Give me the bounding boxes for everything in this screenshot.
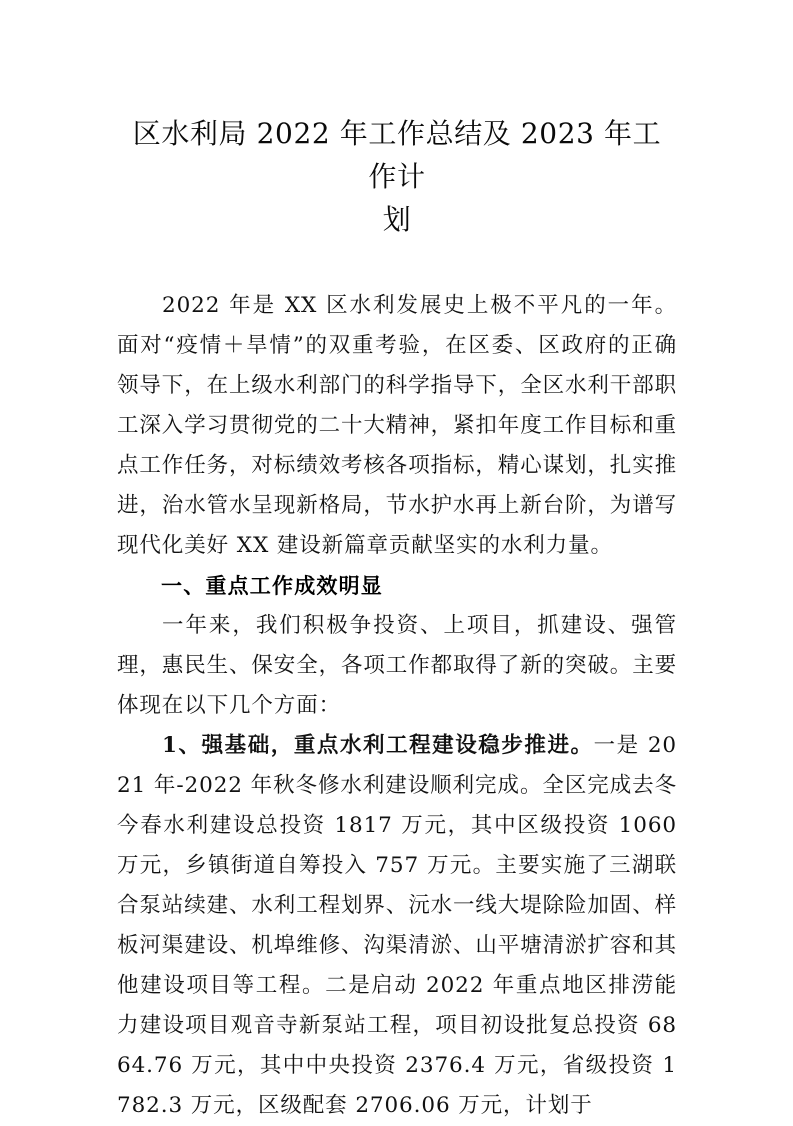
item-1-lead-bold: 1、强基础，重点水利工程建设稳步推进。 (162, 733, 594, 758)
section-heading-1: 一、重点工作成效明显 (161, 574, 383, 598)
paragraph-item-1 (117, 726, 677, 1126)
document-title (117, 112, 677, 241)
paragraph-intro: 2022 年是 XX 区水利发展史上极不平凡的一年。面对“疫情＋旱情”的双重考验，在区委、区政府的正确领导下，在上级水利部门的科学指导下，全区水利干部职工深入学习贯彻党的二十大精神，紧扣年度工作目标和重点工作任务，对标绩效考核各项指标，精心谋划，扎实推进，治水管水呈现新格局，节水护水再上新台阶，为谱写现代化美好 XX 建设新篇章贡献坚实的水利力量。 (117, 293, 678, 558)
paragraph-section1-intro: 一年来，我们积极争投资、上项目，抓建设、强管理，惠民生、保安全，各项工作都取得了新的突破。主要体现在以下几个方面： (117, 613, 678, 718)
document-body (117, 112, 677, 1126)
document-title-line-1: 区水利局 2022 年工作总结及 2023 年工作计 (132, 117, 662, 193)
item-1-body: 一是 2021 年-2022 年秋冬修水利建设顺利完成。全区完成去冬今春水利建设总投资 1817 万元，其中区级投资 1060 万元，乡镇街道自筹投入 757 万元。主要实施了三湖联合泵站续建、水利工程划界、沅水一线大堤除险加固、样板河渠建设、机埠维修、沟渠清淤、山平塘清淤扩容和其他建设项目等工程。二是启动 2022 年重点地区排涝能力建设项目观音寺新泵站工程，项目初设批复总投资 6864.76 万元，其中中央投资 2376.4 万元，省级投资 1782.3 万元，区级配套 2706.06 万元，计划于 (117, 733, 678, 1118)
document-title-line-2: 划 (382, 203, 412, 236)
title-spacer (117, 241, 677, 286)
